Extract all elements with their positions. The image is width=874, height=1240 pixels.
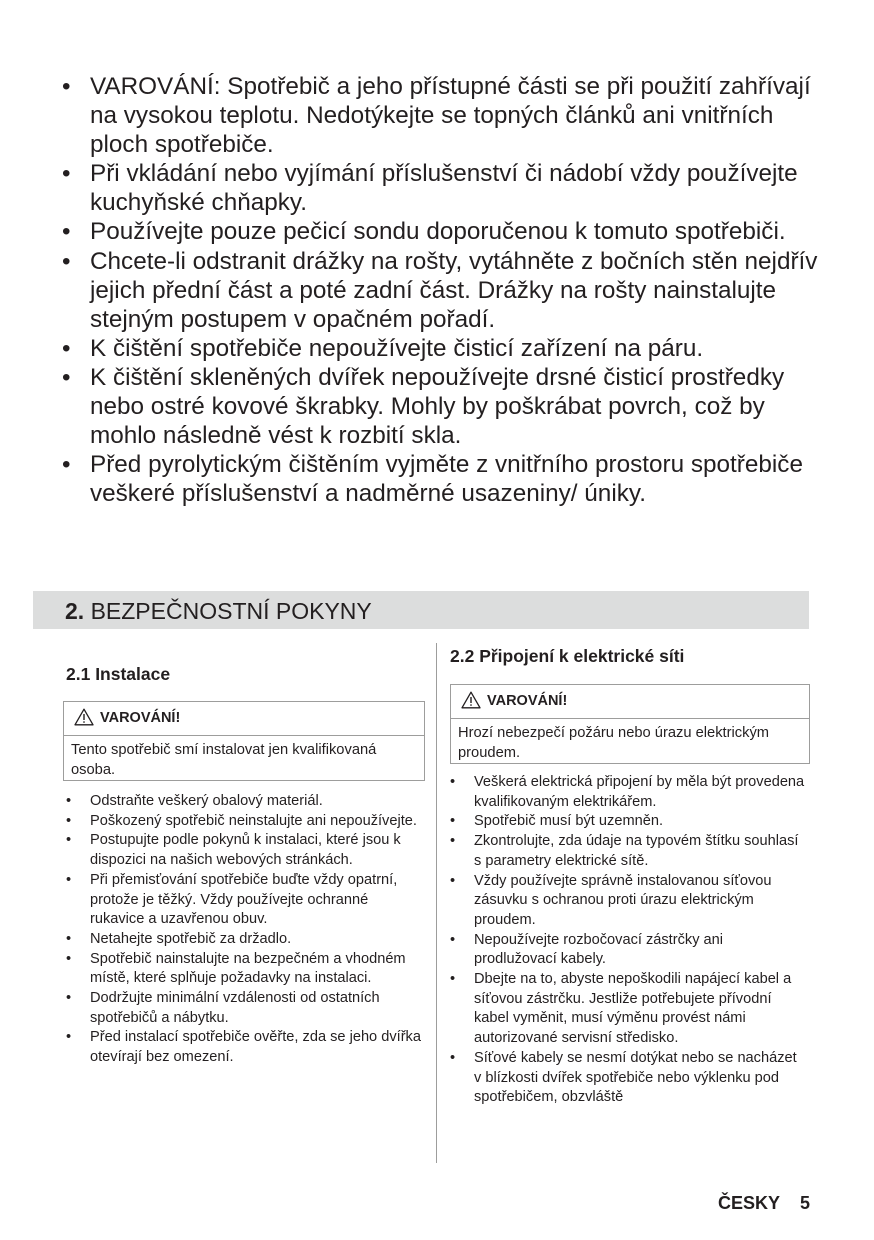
bullet: • [66, 812, 72, 829]
bullet: • [66, 950, 72, 967]
list-item [62, 217, 822, 246]
bullet: • [450, 813, 456, 830]
list-item-text: Chcete-li odstranit drážky na rošty, vytáhněte z bočních stěn nejdřív jejich přední část a poté zadní část. Drážky na rošty nainstalujte stejným postupem v opačném pořadí. [90, 247, 818, 333]
list-item [450, 1049, 808, 1108]
warning-box-installation [63, 701, 425, 781]
list-item-text: Spotřebič nainstalujte na bezpečném a vhodném místě, které splňuje požadavky na instalaci. [90, 950, 406, 987]
list-item [450, 832, 808, 871]
list-item-text: Síťové kabely se nesmí dotýkat nebo se nacházet v blízkosti dvířek spotřebiče nebo výklenku pod spotřebičem, obzvláště [474, 1049, 797, 1106]
warning-text: Hrozí nebezpečí požáru nebo úrazu elektrickým proudem. [458, 725, 770, 761]
list-item-text: Postupujte podle pokynů k instalaci, které jsou k dispozici na našich webových stránkách. [90, 832, 401, 869]
list-item-text: Při vkládání nebo vyjímání příslušenství či nádobí vždy používejte kuchyňské chňapky. [90, 160, 798, 217]
bullet: • [66, 930, 72, 947]
warning-header [64, 702, 424, 736]
column-divider [436, 643, 437, 1163]
list-item [62, 247, 822, 334]
subsection-heading-installation: 2.1 Instalace [66, 664, 171, 684]
list-item [450, 872, 808, 931]
warning-label: VAROVÁNÍ! [100, 710, 181, 726]
subsection-heading-electrical: 2.2 Připojení k elektrické síti [450, 646, 685, 666]
list-item [62, 450, 822, 508]
list-item-text: Při přemisťování spotřebiče buďte vždy opatrní, protože je těžký. Vždy používejte ochranné rukavice a uzavřenou obuv. [90, 871, 398, 928]
bullet: • [450, 1049, 456, 1066]
list-item-text: Používejte pouze pečicí sondu doporučenou k tomuto spotřebiči. [90, 218, 786, 246]
list-item-text: Před pyrolytickým čištěním vyjměte z vnitřního prostoru spotřebiče veškeré příslušenství a nadměrné usazeniny/ úniky. [90, 451, 803, 508]
list-item [62, 363, 822, 450]
section-number: 2. [65, 598, 85, 624]
bullet: • [62, 73, 71, 100]
list-item [450, 812, 808, 832]
list-item [66, 792, 422, 812]
bullet: • [450, 833, 456, 850]
list-item-text: Zkontrolujte, zda údaje na typovém štítku souhlasí s parametry elektrické sítě. [474, 833, 799, 869]
bullet: • [66, 793, 72, 809]
list-item-text: Odstraňte veškerý obalový materiál. [90, 793, 323, 809]
list-item [66, 930, 422, 950]
list-item [62, 72, 822, 159]
list-item [62, 334, 822, 363]
warning-triangle-icon [461, 691, 481, 709]
bullet: • [66, 1029, 72, 1046]
bullet: • [62, 247, 71, 275]
list-item-text: K čištění spotřebiče nepoužívejte čisticí zařízení na páru. [90, 334, 704, 362]
list-item-text: K čištění skleněných dvířek nepoužívejte drsné čisticí prostředky nebo ostré kovové škrabky. Mohly by poškrábat povrch, což by mohlo následně vést k rozbití skla. [90, 363, 785, 450]
list-item [66, 831, 422, 870]
list-item-text: Netahejte spotřebič za držadlo. [90, 930, 292, 947]
section-title-text: BEZPEČNOSTNÍ POKYNY [90, 598, 372, 624]
bullet: • [62, 363, 71, 391]
installation-list [66, 792, 422, 1068]
list-item-text: Vždy používejte správně instalovanou síťovou zásuvku s ochranou proti úrazu elektrickým proudem. [474, 872, 772, 928]
section-title [65, 598, 372, 624]
page-number: 5 [799, 1193, 810, 1213]
list-item [450, 773, 808, 812]
bullet: • [62, 218, 71, 246]
top-bullet-list [62, 72, 822, 508]
list-item-text: Dbejte na to, abyste nepoškodili napájecí kabel a síťovou zástrčku. Jestliže potřebujete přívodní kabel vyměnit, musí výměnu provést námi autorizované servisní středisko. [474, 971, 792, 1047]
list-item [66, 950, 422, 989]
list-item-text: Před instalací spotřebiče ověřte, zda se jeho dvířka otevírají bez omezení. [90, 1029, 421, 1066]
bullet: • [450, 774, 456, 790]
warning-box-electrical [450, 684, 810, 764]
electrical-list [450, 773, 808, 1108]
bullet: • [450, 971, 456, 988]
list-item [66, 1028, 422, 1067]
list-item-text: Poškozený spotřebič neinstalujte ani nepoužívejte. [90, 812, 417, 829]
list-item [450, 931, 808, 970]
page-footer [718, 1192, 810, 1214]
bullet: • [66, 871, 72, 888]
list-item [66, 989, 422, 1028]
list-item-text: Spotřebič musí být uzemněn. [474, 813, 663, 830]
list-item [450, 970, 808, 1049]
list-item-text: Nepoužívejte rozbočovací zástrčky ani prodlužovací kabely. [474, 931, 724, 968]
bullet: • [66, 832, 72, 849]
bullet: • [62, 334, 71, 362]
bullet: • [450, 931, 456, 948]
warning-header [451, 685, 809, 719]
list-item [66, 871, 422, 930]
list-item-text: Dodržujte minimální vzdálenosti od ostatních spotřebičů a nábytku. [90, 990, 380, 1026]
list-item [62, 159, 822, 217]
footer-language: ČESKY [717, 1193, 780, 1213]
warning-triangle-icon [74, 708, 94, 726]
bullet: • [62, 160, 71, 188]
warning-label: VAROVÁNÍ! [487, 693, 568, 709]
list-item-text: VAROVÁNÍ: Spotřebič a jeho přístupné části se při použití zahřívají na vysokou teplotu. Nedotýkejte se topných článků ani vnitřních ploch spotřebiče. [90, 73, 811, 159]
warning-text: Tento spotřebič smí instalovat jen kvalifikovaná osoba. [71, 742, 377, 778]
list-item [66, 812, 422, 832]
bullet: • [66, 990, 72, 1007]
bullet: • [62, 451, 71, 479]
list-item-text: Veškerá elektrická připojení by měla být provedena kvalifikovaným elektrikářem. [474, 774, 805, 810]
bullet: • [450, 872, 456, 889]
section-header-bar [33, 591, 809, 629]
